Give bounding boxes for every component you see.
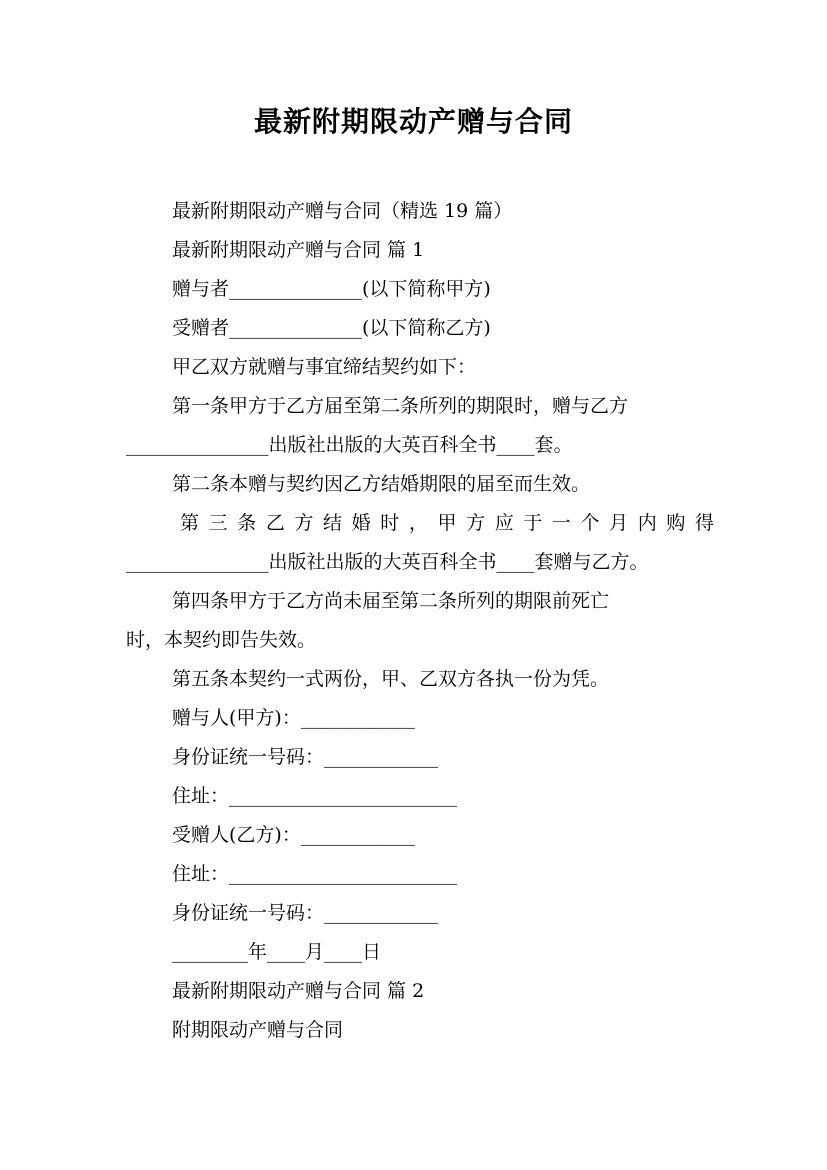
article-4-line-2: 时，本契约即告失效。 [126, 629, 317, 651]
section-heading-1: 最新附期限动产赠与合同 篇 1 [172, 239, 425, 261]
subtitle-line: 最新附期限动产赠与合同（精选 19 篇） [172, 200, 513, 222]
donee-id-line: 身份证统一号码：____________ [172, 902, 439, 924]
donor-address-line: 住址：________________________ [172, 785, 458, 807]
section-2-title: 附期限动产赠与合同 [172, 1019, 344, 1041]
date-line: ________年____月____日 [172, 941, 382, 963]
donor-id-line: 身份证统一号码：____________ [172, 746, 439, 768]
article-2: 第二条本赠与契约因乙方结婚期限的届至而生效。 [172, 473, 591, 495]
donor-signature-line: 赠与人(甲方)：____________ [172, 707, 415, 729]
article-3-line-1: 第三条乙方结婚时，甲方应于一个月内购得 [180, 512, 714, 534]
donor-line: 赠与者______________(以下简称甲方) [172, 278, 491, 300]
donee-signature-line: 受赠人(乙方)：____________ [172, 824, 415, 846]
article-4-line-1: 第四条甲方于乙方尚未届至第二条所列的期限前死亡 [172, 590, 610, 612]
article-1-line-1: 第一条甲方于乙方届至第二条所列的期限时，赠与乙方 [172, 395, 629, 417]
document-body [126, 192, 714, 1050]
document-title: 最新附期限动产赠与合同 [253, 105, 573, 138]
article-3-line-2: _______________出版社出版的大英百科全书____套赠与乙方。 [126, 551, 649, 573]
agreement-intro: 甲乙双方就赠与事宜缔结契约如下： [172, 356, 477, 378]
article-1-line-2: _______________出版社出版的大英百科全书____套。 [126, 434, 573, 456]
article-5: 第五条本契约一式两份，甲、乙双方各执一份为凭。 [172, 668, 610, 690]
donee-line: 受赠者______________(以下简称乙方) [172, 317, 491, 339]
section-heading-2: 最新附期限动产赠与合同 篇 2 [172, 980, 425, 1002]
donee-address-line: 住址：________________________ [172, 863, 458, 885]
